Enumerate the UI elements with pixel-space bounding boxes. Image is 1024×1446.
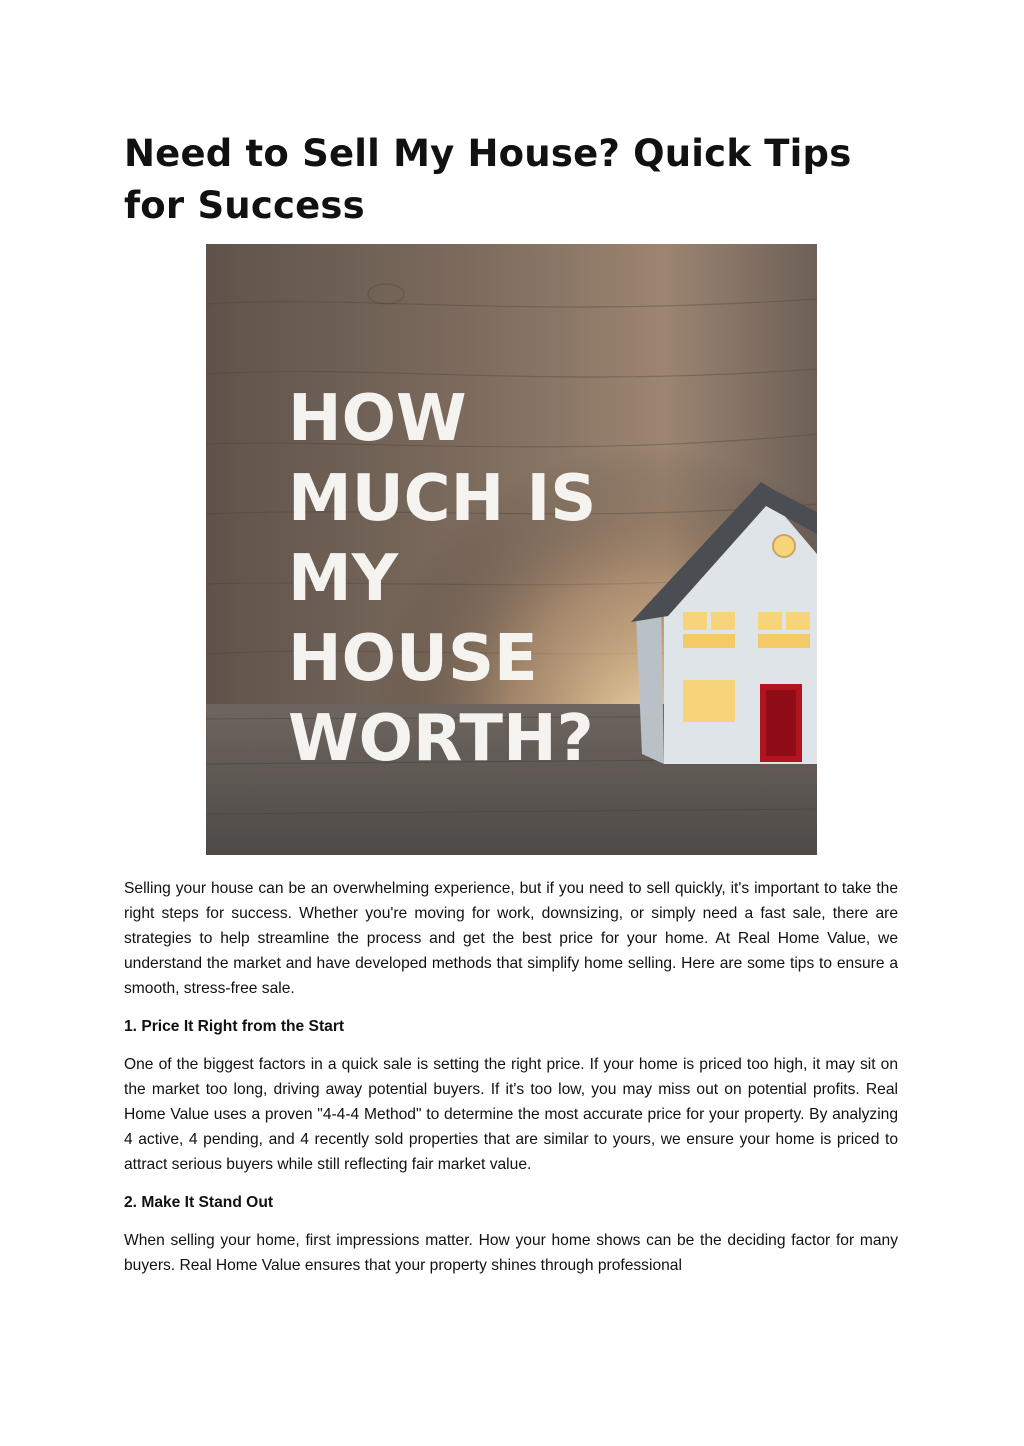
section-text-price: One of the biggest factors in a quick sale is setting the right price. If your home is priced too high, it may sit on the market too long, driving away potential buyers. If it's too low, you may miss out on potential profits. Real Home Value uses a proven "4-4-4 Method" to determine the most accurate price for your property. By analyzing 4 active, 4 pending, and 4 recently sold properties that are similar to yours, we ensure your home is priced to attract serious buyers while still reflecting fair market value. [124, 1056, 898, 1173]
window [683, 612, 707, 630]
hero-line-5: WORTH? [288, 702, 594, 776]
hero-line-3: MY [288, 542, 399, 616]
section-text-stand-out: When selling your home, first impressions matter. How your home shows can be the deciding factor for many buyers. Real Home Value ensures that your property shines through professional [124, 1232, 898, 1274]
document-page [124, 128, 898, 1278]
door-panel [766, 690, 796, 756]
hero-line-1: HOW [288, 382, 467, 456]
window [758, 612, 782, 630]
window [683, 634, 735, 648]
window [711, 612, 735, 630]
section-heading-price: 1. Price It Right from the Start [124, 1018, 345, 1035]
section-heading-stand-out: 2. Make It Stand Out [124, 1194, 274, 1211]
intro-paragraph: Selling your house can be an overwhelming experience, but if you need to sell quickly, it's important to take the right steps for success. Whether you're moving for work, downsizing, or simply need a fast sale, there are strategies to help streamline the process and get the best price for your home. At Real Home Value, we understand the market and have developed methods that simplify home selling. Here are some tips to ensure a smooth, stress-free sale. [124, 880, 898, 997]
window [758, 634, 810, 648]
window [786, 612, 810, 630]
round-window [773, 535, 795, 557]
page-title: Need to Sell My House? Quick Tips for Success [124, 132, 852, 227]
hero-line-4: HOUSE [288, 622, 538, 696]
hero-image [206, 244, 817, 855]
hero-line-2: MUCH IS [288, 462, 597, 536]
hero-illustration [206, 244, 817, 855]
window [683, 680, 735, 722]
